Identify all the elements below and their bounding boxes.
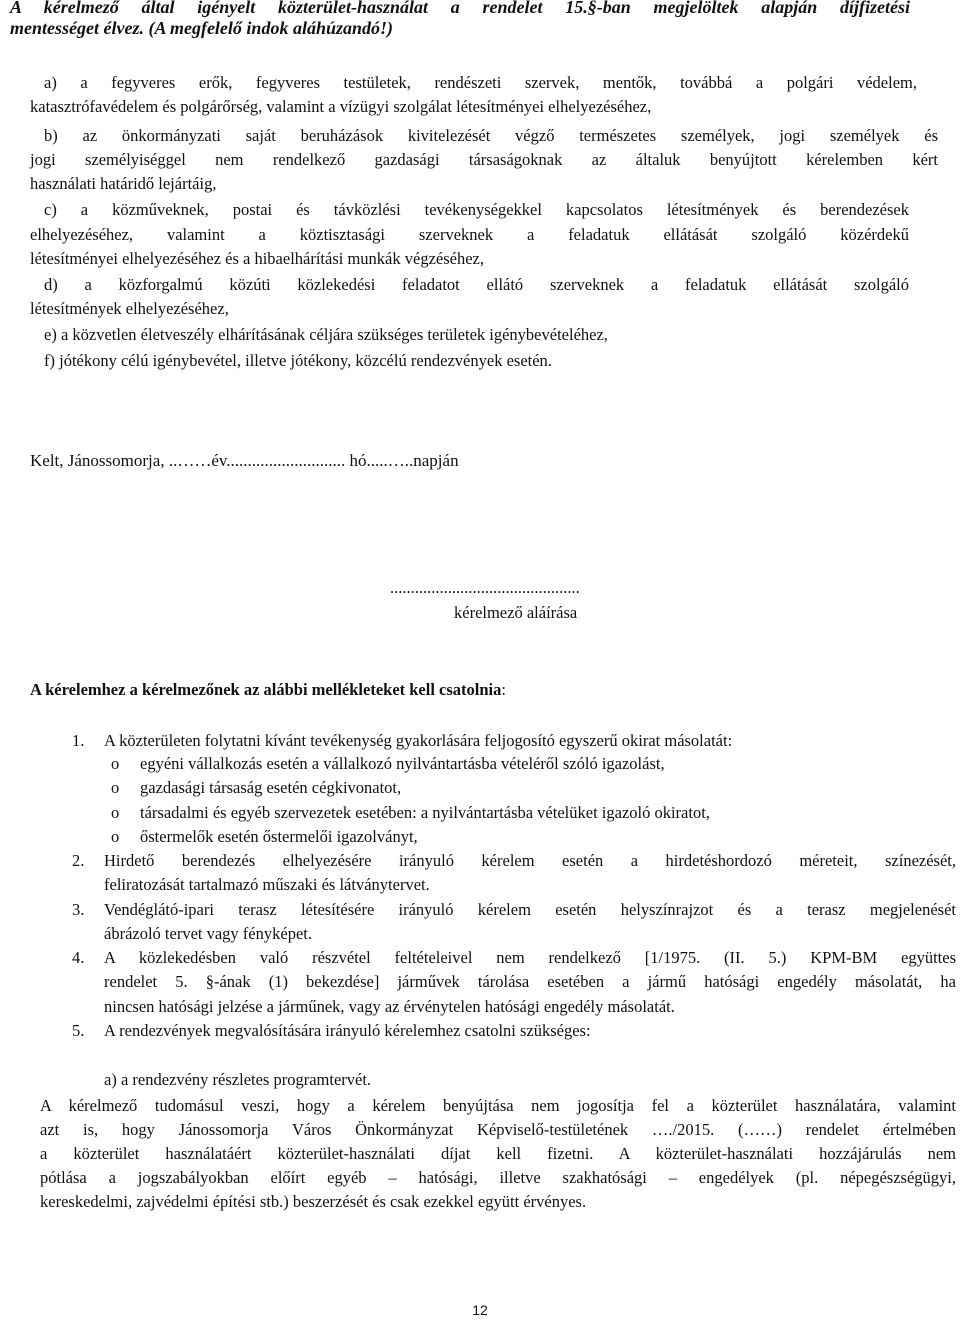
date-line: Kelt, Jánossomorja, ..……év............................ hó.....…..napján — [30, 451, 459, 470]
sub-item-2: gazdasági társaság esetén cégkivonatot, — [140, 778, 402, 797]
closing-line-5: kereskedelmi, zajvédelmi építési stb.) beszerzését és csak ezekkel együtt érvényes. — [40, 1192, 587, 1211]
bullet-icon: o — [111, 803, 120, 822]
header-line-1: A kérelmező által igényelt közterület-használat a rendelet 15.§-ban megjelöltek alapján díjfizetési — [10, 0, 910, 17]
reason-d-line-1: d) a közforgalmú közúti közlekedési feladatot ellátó szerveknek a feladatuk ellátását szolgáló — [44, 275, 909, 294]
item-4-line-3: nincsen hatósági jelzése a járműnek, vagy az érvénytelen hatósági engedély másolatát. — [104, 997, 675, 1016]
sub-item-3: társadalmi és egyéb szervezetek esetében: a nyilvántartásba vételüket igazoló okiratot, — [140, 803, 710, 822]
attachments-heading-text: A kérelemhez a kérelmezőnek az alábbi mellékleteket kell csatolnia — [30, 680, 502, 699]
sub-item-1: egyéni vállalkozás esetén a vállalkozó nyilvántartásba vételéről szóló igazolást, — [140, 754, 665, 773]
reason-b-line-1: b) az önkormányzati saját beruházások kivitelezését végző természetes személyek, jogi személyek és — [44, 126, 938, 145]
item-3-line-2: ábrázoló tervet vagy fényképet. — [104, 924, 312, 943]
item-2-line-1: Hirdető berendezés elhelyezésére irányuló kérelem esetén a hirdetéshordozó méreteit, színezését, — [104, 851, 956, 870]
item-2-line-2: feliratozását tartalmazó műszaki és látványtervet. — [104, 875, 430, 894]
signature-dots: .............................................. — [390, 578, 580, 597]
reason-c-line-1: c) a közműveknek, postai és távközlési tevékenységekkel kapcsolatos létesítmények és berendezések — [44, 200, 909, 219]
reason-a-line-1: a) a fegyveres erők, fegyveres testületek, rendészeti szervek, mentők, továbbá a polgári védelem, — [44, 73, 917, 92]
reason-a-line-2: katasztrófavédelem és polgárőrség, valamint a vízügyi szolgálat létesítményei elhelyezéséhez, — [30, 97, 652, 116]
item-4-line-2: rendelet 5. §-ának (1) bekezdése] járművek tárolása esetében a jármű hatósági engedély másolatát, ha — [104, 972, 956, 991]
signature-label: kérelmező aláírása — [454, 603, 578, 622]
reason-c-line-2: elhelyezéséhez, valamint a köztisztasági szerveknek a feladatuk ellátását szolgáló közérdekű — [30, 225, 909, 244]
item-number: 2. — [72, 851, 85, 870]
item-5-text: A rendezvények megvalósítására irányuló kérelemhez csatolni szükséges: — [104, 1021, 591, 1040]
item-1-text: A közterületen folytatni kívánt tevékenység gyakorlására feljogosító egyszerű okirat másolatát: — [104, 731, 733, 750]
closing-line-2: azt is, hogy Jánossomorja Város Önkormányzat Képviselő-testületének …./2015. (……) rendelet értelmében — [40, 1120, 956, 1139]
reason-b-line-3: használati határidő lejártáig, — [30, 174, 217, 193]
item-number: 5. — [72, 1021, 85, 1040]
attachments-heading-colon: : — [501, 680, 506, 699]
bullet-icon: o — [111, 754, 120, 773]
reason-f-line-1: f) jótékony célú igénybevétel, illetve jótékony, közcélú rendezvények esetén. — [44, 351, 552, 370]
item-5-sub-a: a) a rendezvény részletes programtervét. — [104, 1070, 372, 1089]
reason-c-line-3: létesítményei elhelyezéséhez és a hibaelhárítási munkák végzéséhez, — [30, 249, 484, 268]
sub-item-4: őstermelők esetén őstermelői igazolványt, — [140, 827, 418, 846]
page-number: 12 — [472, 1302, 488, 1318]
closing-line-1: A kérelmező tudomásul veszi, hogy a kérelem benyújtása nem jogosítja fel a közterület használatára, valamint — [40, 1096, 956, 1115]
header-line-2: mentességet élvez. (A megfelelő indok aláhúzandó!) — [10, 18, 393, 38]
item-3-line-1: Vendéglátó-ipari terasz létesítésére irányuló kérelem esetén helyszínrajzot és a terasz megjelenését — [104, 900, 956, 919]
bullet-icon: o — [111, 827, 120, 846]
item-number: 1. — [72, 731, 85, 750]
item-number: 4. — [72, 948, 85, 967]
attachments-heading — [30, 680, 506, 700]
item-4-line-1: A közlekedésben való részvétel feltételeivel nem rendelkező [1/1975. (II. 5.) KPM-BM együttes — [104, 948, 956, 967]
closing-line-4: pótlása a jogszabályokban előírt egyéb – hatósági, illetve szakhatósági – engedélyek (pl. népegészségügyi, — [40, 1168, 956, 1187]
reason-e-line-1: e) a közvetlen életveszély elhárításának céljára szükséges területek igénybevételéhez, — [44, 325, 608, 344]
reason-b-line-2: jogi személyiséggel nem rendelkező gazdasági társaságoknak az általuk benyújtott kérelemben kért — [30, 150, 938, 169]
item-number: 3. — [72, 900, 85, 919]
bullet-icon: o — [111, 778, 120, 797]
closing-line-3: a közterület használatáért közterület-használati díjat kell fizetni. A közterület-használati hozzájárulás nem — [40, 1144, 956, 1163]
reason-d-line-2: létesítmények elhelyezéséhez, — [30, 299, 229, 318]
